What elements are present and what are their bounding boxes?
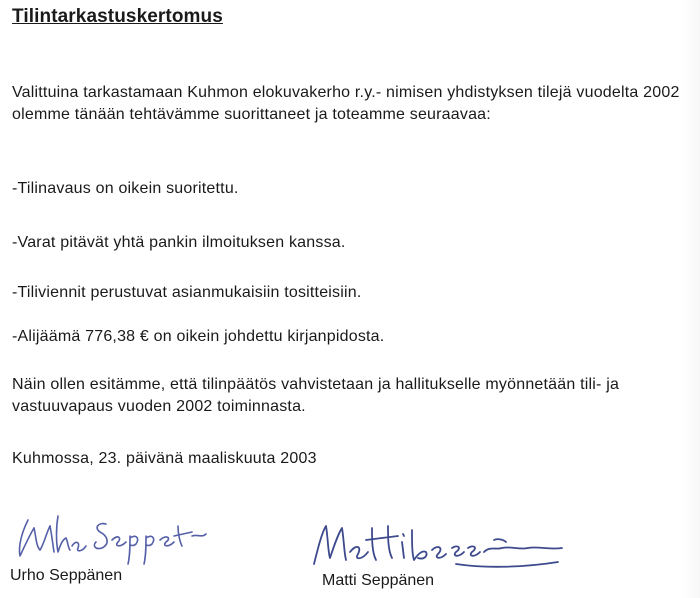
- signer-name: Urho Seppänen: [10, 567, 123, 584]
- document-title: Tilintarkastuskertomus: [12, 6, 223, 27]
- finding-item: -Tiliviennit perustuvat asianmukaisiin tositteisiin.: [12, 284, 362, 301]
- scan-edge-shade: [682, 0, 700, 598]
- signature-urho-seppanen: [6, 506, 226, 568]
- signer-name: Matti Seppänen: [322, 572, 435, 589]
- conclusion-paragraph: Näin ollen esitämme, että tilinpäätös vahvistetaan ja hallitukselle myönnetään tili- ja vastuuvapaus vuoden 2002 toiminnasta.: [12, 376, 620, 415]
- finding-item: -Tilinavaus on oikein suoritettu.: [12, 180, 239, 197]
- intro-paragraph: Valittuina tarkastamaan Kuhmon elokuvakerho r.y.- nimisen yhdistyksen tilejä vuodelta 2002 olemme tänään tehtävämme suorittaneet ja toteamme seuraavaa:: [12, 84, 680, 123]
- finding-item: -Varat pitävät yhtä pankin ilmoituksen kanssa.: [12, 234, 346, 251]
- signature-matti-seppanen: [306, 508, 576, 576]
- place-and-date: Kuhmossa, 23. päivänä maaliskuuta 2003: [12, 450, 317, 467]
- finding-item: -Alijäämä 776,38 € on oikein johdettu kirjanpidosta.: [12, 328, 385, 345]
